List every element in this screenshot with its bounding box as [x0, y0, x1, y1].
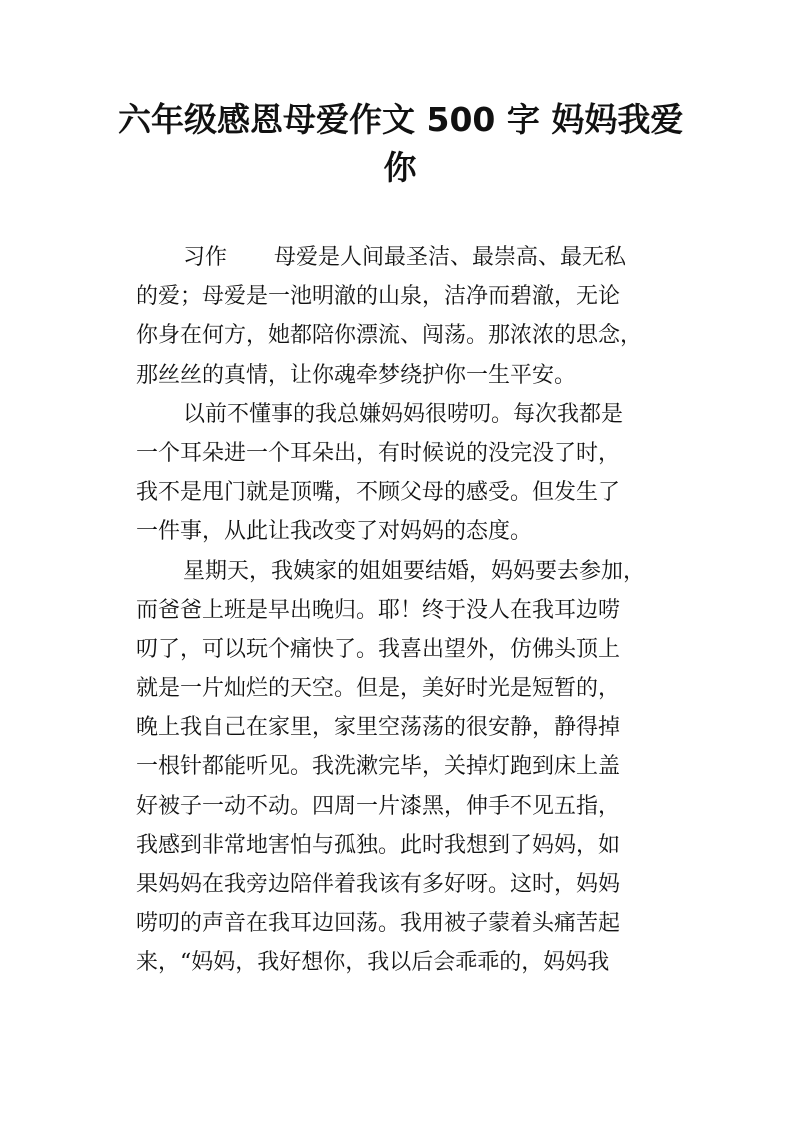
paragraph-line: 果妈妈在我旁边陪伴着我该有多好呀。这时，妈妈 — [136, 872, 621, 897]
paragraph-line: 星期天，我姨家的姐姐要结婚，妈妈要去参加， — [183, 558, 646, 584]
paragraph-line: 一个耳朵进一个耳朵出，有时候说的没完没了时， — [136, 440, 621, 466]
essay-label: 习作 — [183, 245, 228, 270]
essay-body — [136, 238, 672, 983]
paragraph-line: 以前不懂事的我总嫌妈妈很唠叨。每次我都是 — [183, 401, 624, 427]
line-text: 母爱是人间最圣洁、最崇高、最无私 — [274, 245, 627, 270]
paragraph-line: 就是一片灿烂的天空。但是，美好时光是短暂的， — [136, 676, 621, 702]
paragraph-line: 一件事，从此让我改变了对妈妈的态度。 — [136, 519, 533, 545]
paragraph-line: 我不是甩门就是顶嘴，不顾父母的感受。但发生了 — [136, 480, 621, 506]
paragraph-line: 我感到非常地害怕与孤独。此时我想到了妈妈，如 — [136, 832, 621, 858]
paragraph-line: 叨了，可以玩个痛快了。我喜出望外，仿佛头顶上 — [136, 636, 621, 662]
paragraph-line: 来，“妈妈，我好想你，我以后会乖乖的，妈妈我 — [136, 950, 610, 976]
document-title — [118, 96, 682, 192]
paragraph-line: 你身在何方，她都陪你漂流、闯荡。那浓浓的思念， — [136, 323, 643, 349]
paragraph-line: 唠叨的声音在我耳边回荡。我用被子蒙着头痛苦起 — [136, 911, 621, 937]
paragraph-line: 好被子一动不动。四周一片漆黑，伸手不见五指， — [136, 793, 621, 819]
paragraph-line: 的爱；母爱是一池明澈的山泉，洁净而碧澈，无论 — [136, 284, 621, 310]
title-line: 你 — [383, 148, 417, 187]
title-line: 六年级感恩母爱作文 500 字 妈妈我爱 — [118, 100, 684, 139]
paragraph-line: 晚上我自己在家里，家里空荡荡的很安静，静得掉 — [136, 715, 621, 741]
paragraph-line: 而爸爸上班是早出晚归。耶！终于没人在我耳边唠 — [136, 597, 621, 623]
paragraph-line — [136, 238, 672, 277]
paragraph-line: 那丝丝的真情，让你魂牵梦绕护你一生平安。 — [136, 362, 577, 388]
paragraph-line: 一根针都能听见。我洗漱完毕，关掉灯跑到床上盖 — [136, 754, 621, 780]
